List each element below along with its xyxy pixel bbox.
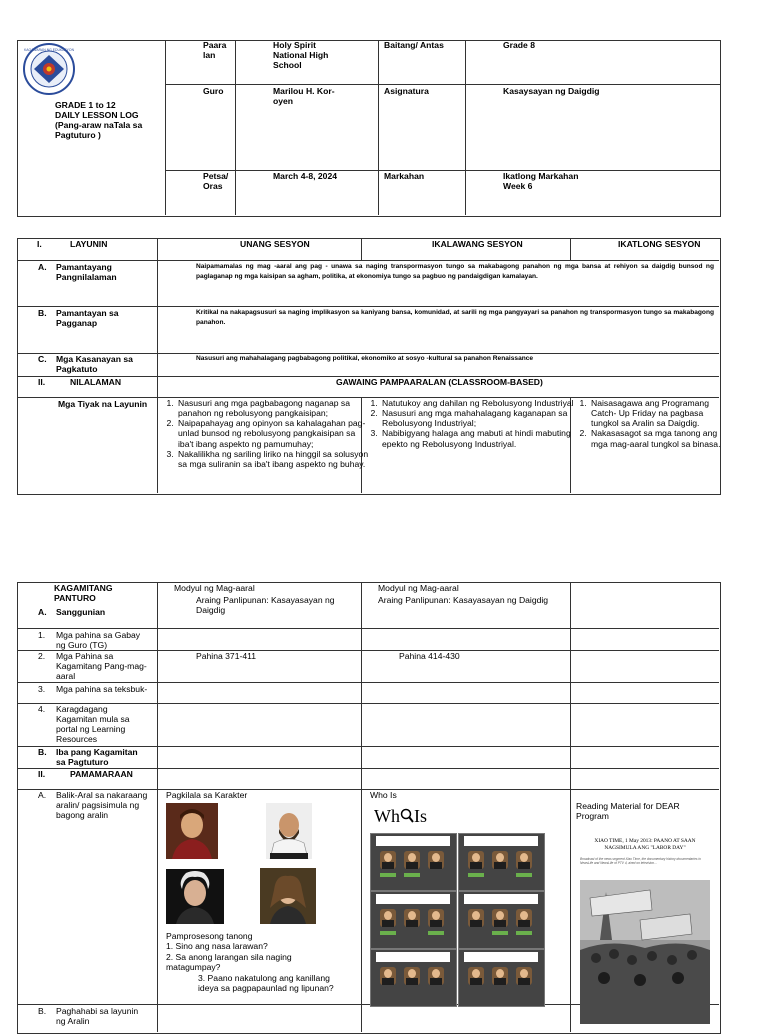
subject-value: Kasaysayan ng Daigdig [503, 86, 600, 96]
content-label: NILALAMAN [70, 377, 122, 387]
portrait-copernicus-image [166, 803, 218, 859]
processing-question-2: 2. Sa anong larangan sila naging matagumpay? [166, 952, 292, 973]
who-is-logo-text-a: Wh [374, 806, 400, 826]
textbook-pages-label: Mga pahina sa teksbuk- [56, 684, 148, 694]
session-2-module-subject: Araing Panlipunan: Kasayasayan ng Daigdig [378, 595, 549, 605]
who-is-logo-text-b: Is [414, 806, 427, 826]
tg-pages-label: Mga pahina sa Gabay ng Guro (TG) [56, 630, 141, 651]
textbook-pages-num: 3. [38, 684, 46, 694]
portrait-kepler-image [266, 803, 312, 859]
col-head-session-2: IKALAWANG SESYON [432, 239, 523, 249]
list-item: 1. Natutukoy ang dahilan ng Rebolusyong Industriyal [380, 398, 580, 408]
list-item: 3. Nabibigyang halaga ang mabuti at hindi mabuting epekto ng Rebolusyong Industriyal. [380, 428, 580, 448]
subject-label: Asignatura [384, 86, 429, 96]
col-head-session-3: IKATLONG SESYON [618, 239, 701, 249]
session-1-module-title: Modyul ng Mag-aaral [174, 583, 255, 593]
other-materials-num: B. [38, 747, 47, 757]
objective-weaving-num: B. [38, 1006, 47, 1016]
grade-value: Grade 8 [503, 40, 536, 50]
teacher-value: Marilou H. Kor- oyen [273, 86, 335, 107]
reading-doc-body: Broadcast of the news segment Xiao Time, the documentary history documentaries in NewsLife and NewsLife of PTV 4, aired on television... [580, 857, 701, 866]
processing-questions-title: Pamprosesong tanong [166, 931, 253, 941]
session-1-module-subject: Araing Panlipunan: Kasayasayan ng Daigdig [196, 595, 335, 616]
character-activity-title: Pagkilala sa Karakter [166, 790, 248, 800]
objectives-label: LAYUNIN [70, 239, 108, 249]
content-text: GAWAING PAMPAARALAN (CLASSROOM-BASED) [336, 377, 543, 387]
session-2-objectives [366, 398, 580, 449]
references-num: A. [38, 607, 47, 617]
references-label: Sanggunian [56, 607, 106, 617]
col-head-session-1: UNANG SESYON [240, 239, 310, 249]
performance-standard-text: Kritikal na nakapagsusuri sa naging implikasyon sa kaniyang bansa, komunidad, at sarili ng mga pangyayari sa panahon ng transpormasyon tungo sa makabagong panahon. [196, 309, 714, 326]
who-is-logo [374, 806, 427, 826]
school-label: Paara lan [203, 40, 227, 61]
quarter-label: Markahan [384, 171, 425, 181]
review-num: A. [38, 790, 47, 800]
reading-material-title: Reading Material for DEAR Program [576, 801, 680, 822]
svg-text:KAGAWARAN NG EDUKASYON: KAGAWARAN NG EDUKASYON [23, 48, 75, 52]
magnifier-icon [400, 808, 414, 824]
other-materials-label: Iba pang Kagamitan sa Pagtuturo [56, 747, 138, 768]
procedure-num: II. [38, 769, 46, 779]
performance-standard-num: B. [38, 308, 47, 318]
content-standard-text: Naipamamalas ng mag -aaral ang pag - unawa sa naging transpormasyon tungo sa makabagong panahon ng mga bansa at rehiyon sa daigdig bunsod ng paglaganap ng mga kaisipan sa agham, politika, at ekonomiya tungo sa pagbuo ng pandaigdigan kamalayan. [196, 263, 714, 280]
processing-question-3: 3. Paano nakatulong ang kanillang ideya sa pagpapaunlad ng lipunan? [198, 973, 334, 994]
competency-text: Nasusuri ang mahahalagang pagbabagong politikal, ekonomiko at sosyo -kultural sa panahon Renaissance [196, 355, 534, 362]
date-label: Petsa/ Oras [203, 171, 229, 192]
additional-materials-num: 4. [38, 704, 46, 714]
review-label: Balik-Aral sa nakaraang aralin/ pagsisimula ng bagong aralin [56, 790, 148, 821]
additional-materials-label: Karagdagang Kagamitan mula sa portal ng Learning Resources [56, 704, 130, 745]
who-is-slides-image [370, 833, 543, 1005]
list-item: 1. Naisasagawa ang Programang Catch- Up Friday na pagbasa tungkol sa Aralin sa Daigdig. [589, 398, 731, 428]
quarter-value: Ikatlong Markahan Week 6 [503, 171, 579, 192]
learner-pages-num: 2. [38, 651, 46, 661]
content-num: II. [38, 377, 46, 387]
content-standard-label: Pamantayang Pangnilalaman [56, 262, 117, 283]
school-value: Holy Spirit National High School [273, 40, 329, 71]
date-value: March 4-8, 2024 [273, 171, 338, 181]
list-item: 2. Nakasasagot sa mga tanong ang mga mag-aaral tungkol sa binasa. [589, 428, 731, 448]
list-item: 2. Nasusuri ang mga mahahalagang kaganapan sa Rebolusyong Industriyal; [380, 408, 580, 428]
objective-weaving-label: Paghahabi sa layunin ng Aralin [56, 1006, 139, 1027]
procedure-label: PAMAMARAAN [70, 769, 133, 779]
content-standard-num: A. [38, 262, 47, 272]
competency-label: Mga Kasanayan sa Pagkatuto [56, 354, 133, 375]
resources-title: KAGAMITANG PANTURO [54, 583, 113, 604]
processing-question-1: 1. Sino ang nasa larawan? [166, 941, 268, 951]
session-1-objectives [162, 398, 372, 469]
session-3-objectives [575, 398, 731, 449]
portrait-locke-image [260, 868, 316, 924]
learner-pages-session-2: Pahina 414-430 [399, 651, 460, 661]
competency-num: C. [38, 354, 47, 364]
teacher-label: Guro [203, 86, 224, 96]
who-is-title: Who Is [370, 790, 397, 800]
learner-pages-session-1: Pahina 371-411 [196, 651, 257, 661]
labor-day-photo-image [580, 880, 710, 1024]
list-item: 1. Nasusuri ang mga pagbabagong naganap sa panahon ng rebolusyong pangkaisipan; [176, 398, 372, 418]
learner-pages-label: Mga Pahina sa Kagamitang Pang-mag- aaral [56, 651, 147, 682]
grade-label: Baitang/ Antas [384, 40, 444, 50]
list-item: 2. Naipapahayag ang opinyon sa kahalagahan pag-unlad bunsod ng rebolusyong pangkaisipan sa iba't ibang aspekto ng pamumuhay; [176, 418, 372, 448]
deped-seal-logo [22, 42, 76, 96]
reading-doc-heading: XIAO TIME, 1 May 2013: PAANO AT SAAN NAGSIMULA ANG "LABOR DAY" [594, 838, 696, 852]
session-2-module-title: Modyul ng Mag-aaral [378, 583, 459, 593]
list-item: 3. Nakalilikha ng sariling liriko na hinggil sa solusyon sa mga suliranin sa iba't ibang aspekto ng buhay. [176, 449, 372, 469]
specific-objectives-label: Mga Tiyak na Layunin [58, 399, 148, 409]
log-title: GRADE 1 to 12 DAILY LESSON LOG (Pang-araw naTala sa Pagtuturo ) [55, 100, 143, 141]
portrait-hobbes-image [166, 869, 224, 924]
performance-standard-label: Pamantayan sa Pagganap [56, 308, 119, 329]
tg-pages-num: 1. [38, 630, 46, 640]
objectives-num: I. [37, 239, 42, 249]
